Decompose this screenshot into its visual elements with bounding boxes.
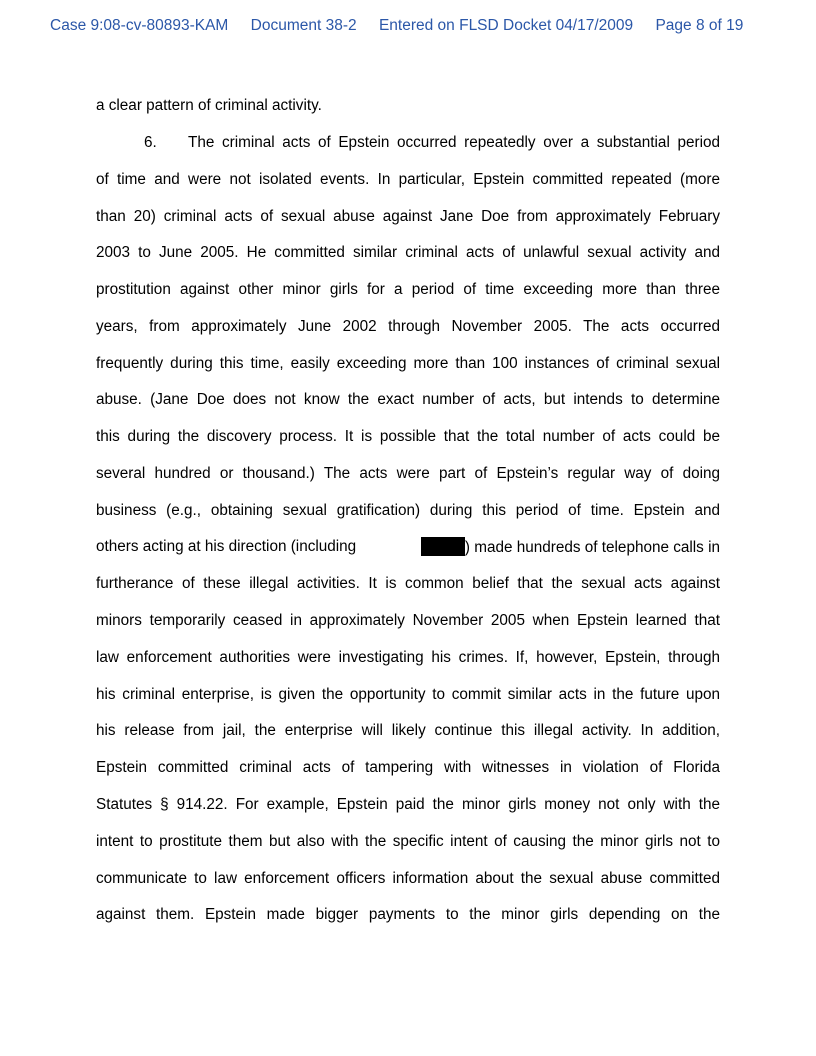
page-number: Page 8 of 19	[655, 17, 744, 34]
text-line: 2003 to June 2005. He committed similar criminal acts of unlawful sexual activity and	[96, 244, 720, 261]
case-number: Case 9:08-cv-80893-KAM	[50, 17, 229, 34]
text-line: this during the discovery process. It is possible that the total number of acts could be	[96, 428, 720, 445]
text-line: against them. Epstein made bigger payments to the minor girls depending on the	[96, 906, 720, 923]
text-line: his release from jail, the enterprise will likely continue this illegal activity. In addition,	[96, 722, 720, 739]
text-line: a clear pattern of criminal activity.	[96, 97, 322, 114]
text-segment-with-redaction	[421, 537, 720, 557]
text-line: several hundred or thousand.) The acts were part of Epstein’s regular way of doing	[96, 465, 720, 482]
text-line: his criminal enterprise, is given the opportunity to commit similar acts in the future upon	[96, 686, 720, 703]
text-line: furtherance of these illegal activities. It is common belief that the sexual acts against	[96, 575, 720, 592]
text-line: years, from approximately June 2002 through November 2005. The acts occurred	[96, 318, 720, 335]
text-segment: The criminal acts of Epstein occurred repeatedly over a substantial period	[188, 134, 720, 151]
text-line: intent to prostitute them but also with the specific intent of causing the minor girls not to	[96, 833, 720, 850]
docket-header	[50, 17, 743, 35]
paragraph-number: 6.	[144, 134, 157, 151]
text-line: business (e.g., obtaining sexual gratification) during this period of time. Epstein and	[96, 502, 720, 519]
text-segment: ) made hundreds of telephone calls in	[464, 539, 720, 556]
text-line: of time and were not isolated events. In particular, Epstein committed repeated (more	[96, 171, 720, 188]
text-line: law enforcement authorities were investigating his crimes. If, however, Epstein, through	[96, 649, 720, 666]
text-line: frequently during this time, easily exceeding more than 100 instances of criminal sexual	[96, 355, 720, 372]
text-line: than 20) criminal acts of sexual abuse against Jane Doe from approximately February	[96, 208, 720, 225]
docket-entry: Entered on FLSD Docket 04/17/2009	[378, 17, 634, 34]
text-line: Epstein committed criminal acts of tampering with witnesses in violation of Florida	[96, 759, 720, 776]
text-line: prostitution against other minor girls for a period of time exceeding more than three	[96, 281, 720, 298]
text-segment: others acting at his direction (including	[96, 538, 357, 555]
text-line: Statutes § 914.22. For example, Epstein paid the minor girls money not only with the	[96, 796, 720, 813]
document-number: Document 38-2	[250, 17, 357, 34]
paragraph-start-line	[144, 133, 720, 153]
text-line: communicate to law enforcement officers information about the sexual abuse committed	[96, 870, 720, 887]
text-line: minors temporarily ceased in approximately November 2005 when Epstein learned that	[96, 612, 720, 629]
text-line: abuse. (Jane Doe does not know the exact number of acts, but intends to determine	[96, 391, 720, 408]
redacted-line	[96, 537, 720, 557]
redaction-block	[421, 537, 465, 556]
